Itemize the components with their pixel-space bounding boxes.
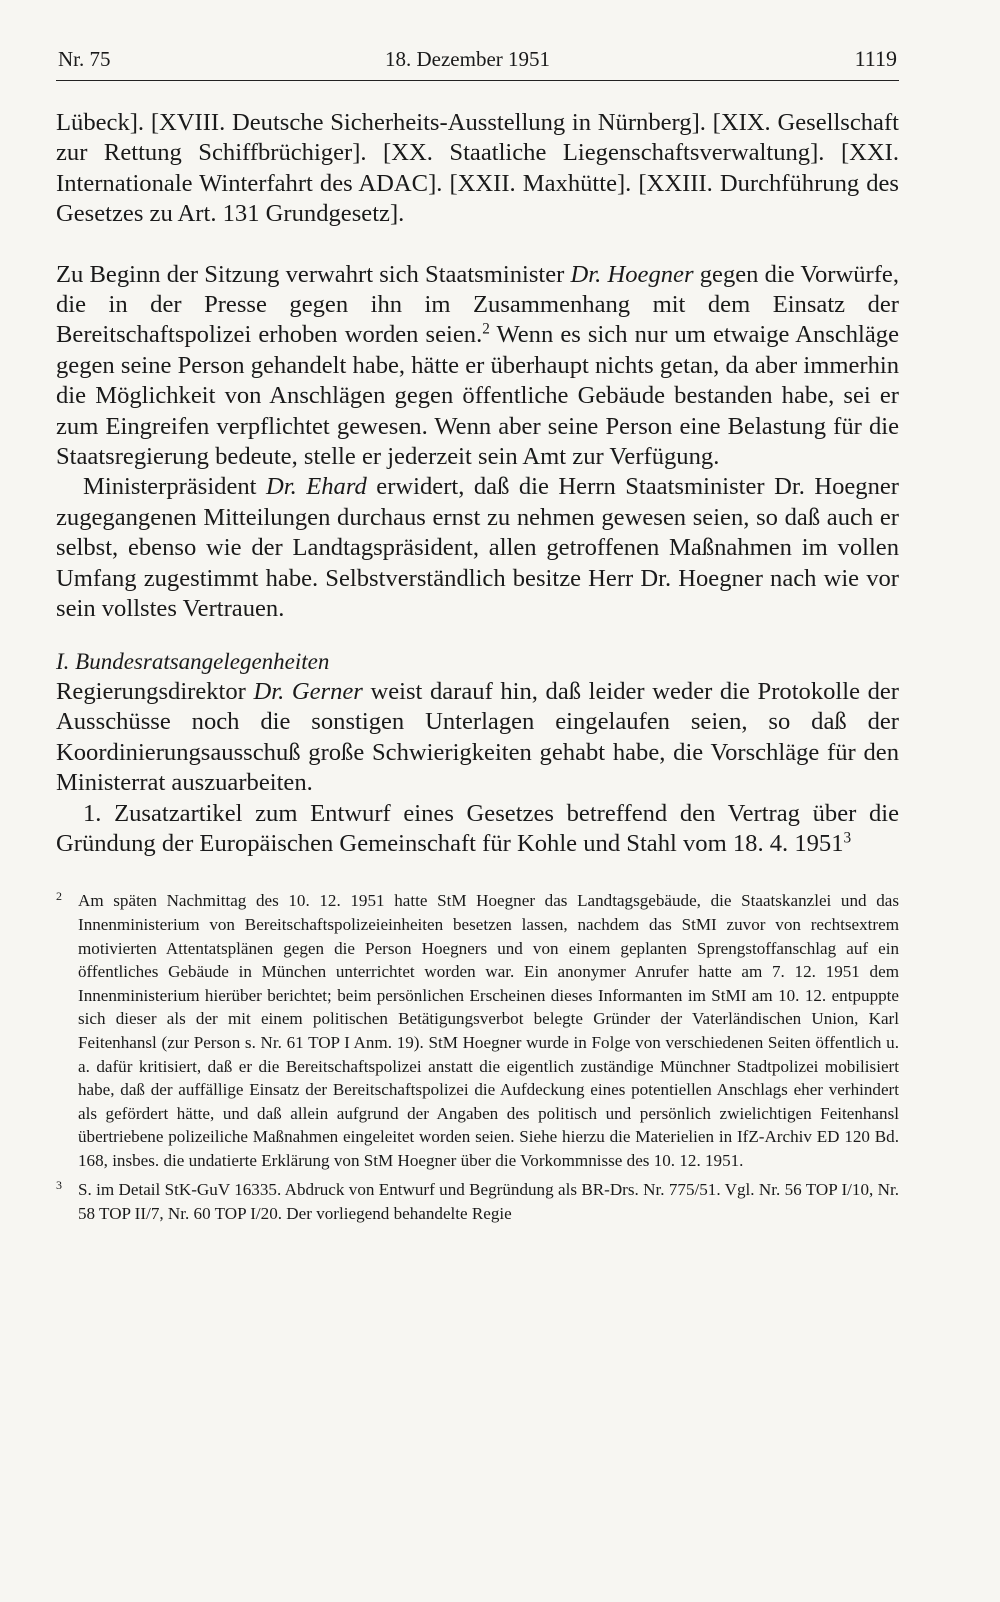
header-date: 18. Dezember 1951 bbox=[384, 47, 551, 71]
paragraph-ehard bbox=[56, 472, 899, 624]
footnote bbox=[56, 889, 899, 1172]
text-run: Wenn es sich nur um etwaige Anschläge gegen seine Person gehandelt habe, hätte er überhaupt nichts getan, da aber immerhin die Möglichkeit von Anschlägen gegen öffentliche Gebäude bestanden habe, sei er zum Eingreifen verpflichtet gewesen. Wenn aber seine Person eine Belastung für die Staatsregierung bedeute, stelle er jederzeit sein Amt zur Verfügung. bbox=[56, 321, 899, 471]
text-run: erwidert, daß die Herrn Staatsminister Dr. Hoegner zugegangenen Mitteilungen durchaus ernst zu nehmen gewesen seien, so daß auch er selbst, ebenso wie der Landtagspräsident, allen getroffenen Maßnahmen im vollen Umfang zugestimmt habe. Selbstverständlich besitze Herr Dr. Hoegner nach wie vor sein vollstes Vertrauen. bbox=[56, 473, 900, 623]
text-run: Zu Beginn der Sitzung verwahrt sich Staatsminister bbox=[56, 260, 571, 288]
speaker-name: Dr. Gerner bbox=[253, 677, 363, 705]
section-heading: I. Bundesratsangelegenheiten bbox=[56, 648, 330, 674]
paragraph-hoegner bbox=[56, 260, 899, 473]
footnotes bbox=[56, 889, 899, 1225]
running-header bbox=[56, 46, 899, 81]
text-run: Ministerpräsident bbox=[83, 473, 266, 501]
footnote-mark: 3 bbox=[56, 1178, 62, 1193]
footnote bbox=[56, 1178, 899, 1225]
document-number: Nr. 75 bbox=[58, 47, 111, 71]
speaker-name: Dr. Hoegner bbox=[570, 260, 694, 288]
agenda-item bbox=[56, 799, 899, 860]
text-run: Regierungsdirektor bbox=[56, 677, 254, 705]
footnote-ref: 3 bbox=[843, 829, 852, 847]
footnote-text: S. im Detail StK-GuV 16335. Abdruck von Entwurf und Begründung als BR-Drs. Nr. 775/51. Vgl. Nr. 56 TOP I/10, Nr. 58 TOP II/7, Nr. 60 TOP I/20. Der vorliegend behandelte Regie bbox=[78, 1180, 899, 1224]
footnote-mark: 2 bbox=[56, 889, 62, 904]
text-run: weist darauf hin, daß leider weder die Protokolle der Ausschüsse noch die sonstigen Unterlagen eingelaufen seien, so daß der Koordinierungsausschuß große Schwierigkeiten gehabt habe, die Vorschläge für den Ministerrat auszuarbeiten. bbox=[56, 677, 899, 797]
footnote-text: Am späten Nachmittag des 10. 12. 1951 hatte StM Hoegner das Landtagsgebäude, die Staatskanzlei und das Innenministerium von Bereitschaftspolizeieinheiten besetzen lassen, nachdem das StMI zuvor von rechtsextrem motivierten Attentatsplänen gegen die Person Hoegners und von einem geplanten Sprengstoffanschlag auf ein öffentliches Gebäude in München unterrichtet worden war. Ein anonymer Anrufer hatte am 7. 12. 1951 dem Innenministerium hierüber berichtet; beim persönlichen Erscheinen dieses Informanten im StMI am 10. 12. entpuppte sich dieser als der mit einem politischen Betätigungsverbot belegte Gründer der Vaterländischen Union, Karl Feitenhansl (zur Person s. Nr. 61 TOP I Anm. 19). StM Hoegner wurde in Folge von verschiedenen Seiten öffentlich u. a. dafür kritisiert, daß er die Bereitschaftspolizei anstatt die eigentlich zuständige Münchner Stadtpolizei mobilisiert habe, daß der auffällige Einsatz der Bereitschaftspolizei die Aufdeckung eines potentiellen Anschlags eher verhindert als gefördert hätte, und daß allein aufgrund der Angaben des politisch und persönlich zwielichtigen Feitenhansl übertriebene polizeiliche Maßnahmen eingeleitet worden seien. Siehe hierzu die Materielien in IfZ-Archiv ED 120 Bd. 168, insbes. die undatierte Erklärung von StM Hoegner über die Vorkommnisse des 10. 12. 1951. bbox=[78, 891, 899, 1170]
footnote-ref: 2 bbox=[482, 321, 490, 339]
speaker-name: Dr. Ehard bbox=[265, 473, 367, 501]
agenda-continuation: Lübeck]. [XVIII. Deutsche Sicherheits-Ausstellung in Nürnberg]. [XIX. Gesellschaft zur Rettung Schiffbrüchiger]. [XX. Staatliche Liegenschaftsverwaltung]. [XXI. Internationale Winterfahrt des ADAC]. [XXII. Maxhütte]. [XXIII. Durchführung des Gesetzes zu Art. 131 Grundgesetz]. bbox=[56, 109, 899, 228]
page-number: 1119 bbox=[854, 46, 897, 71]
text-run: gegen die Vorwürfe, die in der Presse gegen ihn im Zusammenhang mit dem Einsatz der Bereitschaftspolizei erhoben worden seien. bbox=[56, 260, 899, 349]
body-text bbox=[56, 108, 899, 859]
text-run: 1. Zusatzartikel zum Entwurf eines Gesetzes betreffend den Vertrag über die Gründung der Europäischen Gemeinschaft für Kohle und Stahl vom 18. 4. 1951 bbox=[56, 799, 899, 857]
book-page bbox=[56, 46, 899, 1226]
paragraph-gerner bbox=[56, 677, 899, 799]
